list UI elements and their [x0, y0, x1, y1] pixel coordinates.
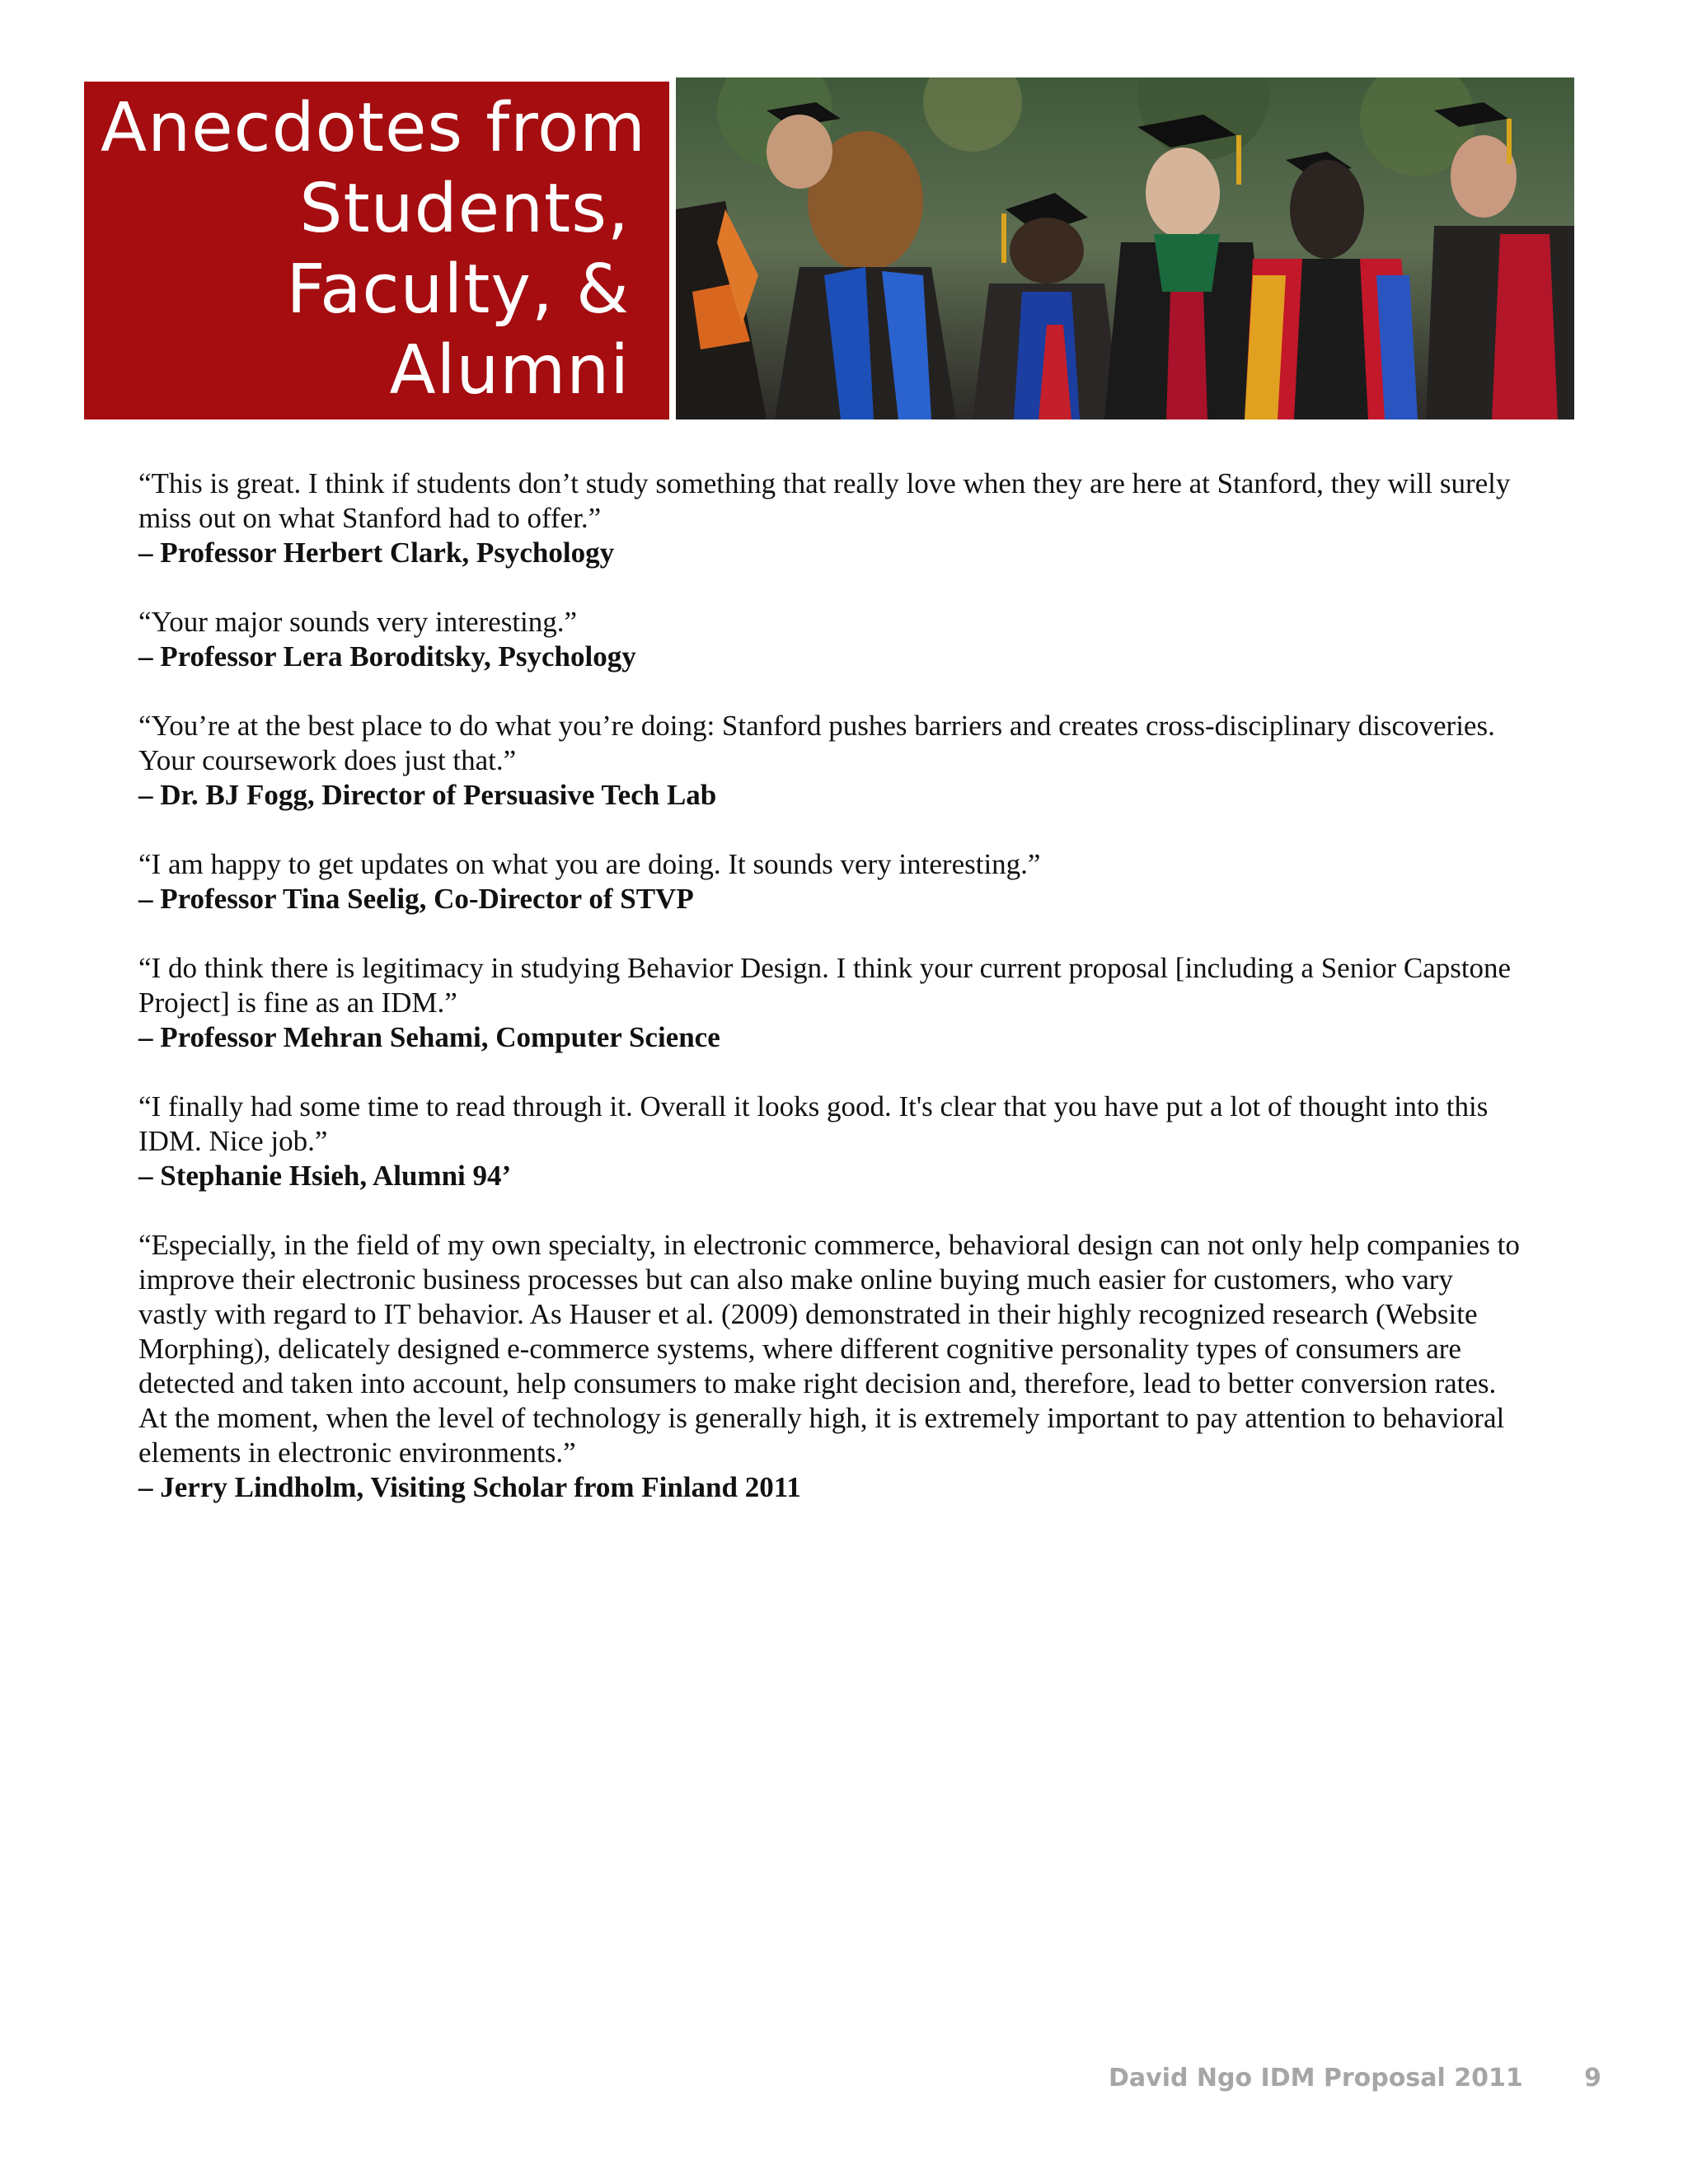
title-line: Anecdotes from [101, 89, 647, 167]
quote [138, 847, 1523, 916]
page-number: 9 [1584, 2064, 1601, 2093]
graduation-photo [676, 77, 1574, 419]
title-line: Students, [299, 170, 630, 248]
page-title [84, 82, 669, 419]
quote-text: “I finally had some time to read through it. Overall it looks good. It's clear that you have put a lot of thought into this IDM. Nice job.” [138, 1090, 1489, 1157]
quote-text: “You’re at the best place to do what you’re doing: Stanford pushes barriers and creates cross-disciplinary discoveries. Your coursework does just that.” [138, 710, 1495, 776]
quote-attribution: – Professor Tina Seelig, Co-Director of STVP [138, 883, 694, 915]
title-line: Faculty, & [286, 251, 630, 329]
quote-text: “I am happy to get updates on what you are doing. It sounds very interesting.” [138, 848, 1041, 880]
quote [138, 605, 1523, 674]
quote [138, 709, 1523, 813]
quote-text: “I do think there is legitimacy in studying Behavior Design. I think your current proposal [including a Senior Capstone Project] is fine as an IDM.” [138, 952, 1512, 1019]
graduation-photo-illustration [676, 77, 1574, 419]
quote [138, 466, 1523, 570]
quote-attribution: – Dr. BJ Fogg, Director of Persuasive Tech Lab [138, 779, 717, 811]
quote-attribution: – Jerry Lindholm, Visiting Scholar from Finland 2011 [138, 1471, 801, 1503]
quote-attribution: – Stephanie Hsieh, Alumni 94’ [138, 1160, 512, 1192]
footer-document-title: David Ngo IDM Proposal 2011 [1109, 2064, 1523, 2093]
quote-text: “Especially, in the field of my own specialty, in electronic commerce, behavioral design can not only help companies to improve their electronic business processes but can also make online buying much easier for customers, who vary vastly with regard to IT behavior. As Hauser et al. (2009) demonstrated in their highly recognized research (Website Morphing), delicately designed e-commerce systems, where different cognitive personality types of consumers are detected and taken into account, help consumers to make right decision and, therefore, lead to better conversion rates. At the moment, when the level of technology is generally high, it is extremely important to pay attention to behavioral elements in electronic environments.” [138, 1229, 1520, 1469]
quotes-list [138, 466, 1523, 1540]
quote-text: “Your major sounds very interesting.” [138, 606, 578, 638]
quote-attribution: – Professor Mehran Sehami, Computer Science [138, 1021, 720, 1053]
quote-attribution: – Professor Herbert Clark, Psychology [138, 537, 615, 569]
quote [138, 1228, 1523, 1505]
quote-text: “This is great. I think if students don’t study something that really love when they are here at Stanford, they will surely miss out on what Stanford had to offer.” [138, 467, 1511, 534]
quote-attribution: – Professor Lera Boroditsky, Psychology [138, 640, 636, 673]
quote [138, 951, 1523, 1055]
title-line: Alumni [389, 331, 630, 410]
quote [138, 1090, 1523, 1193]
